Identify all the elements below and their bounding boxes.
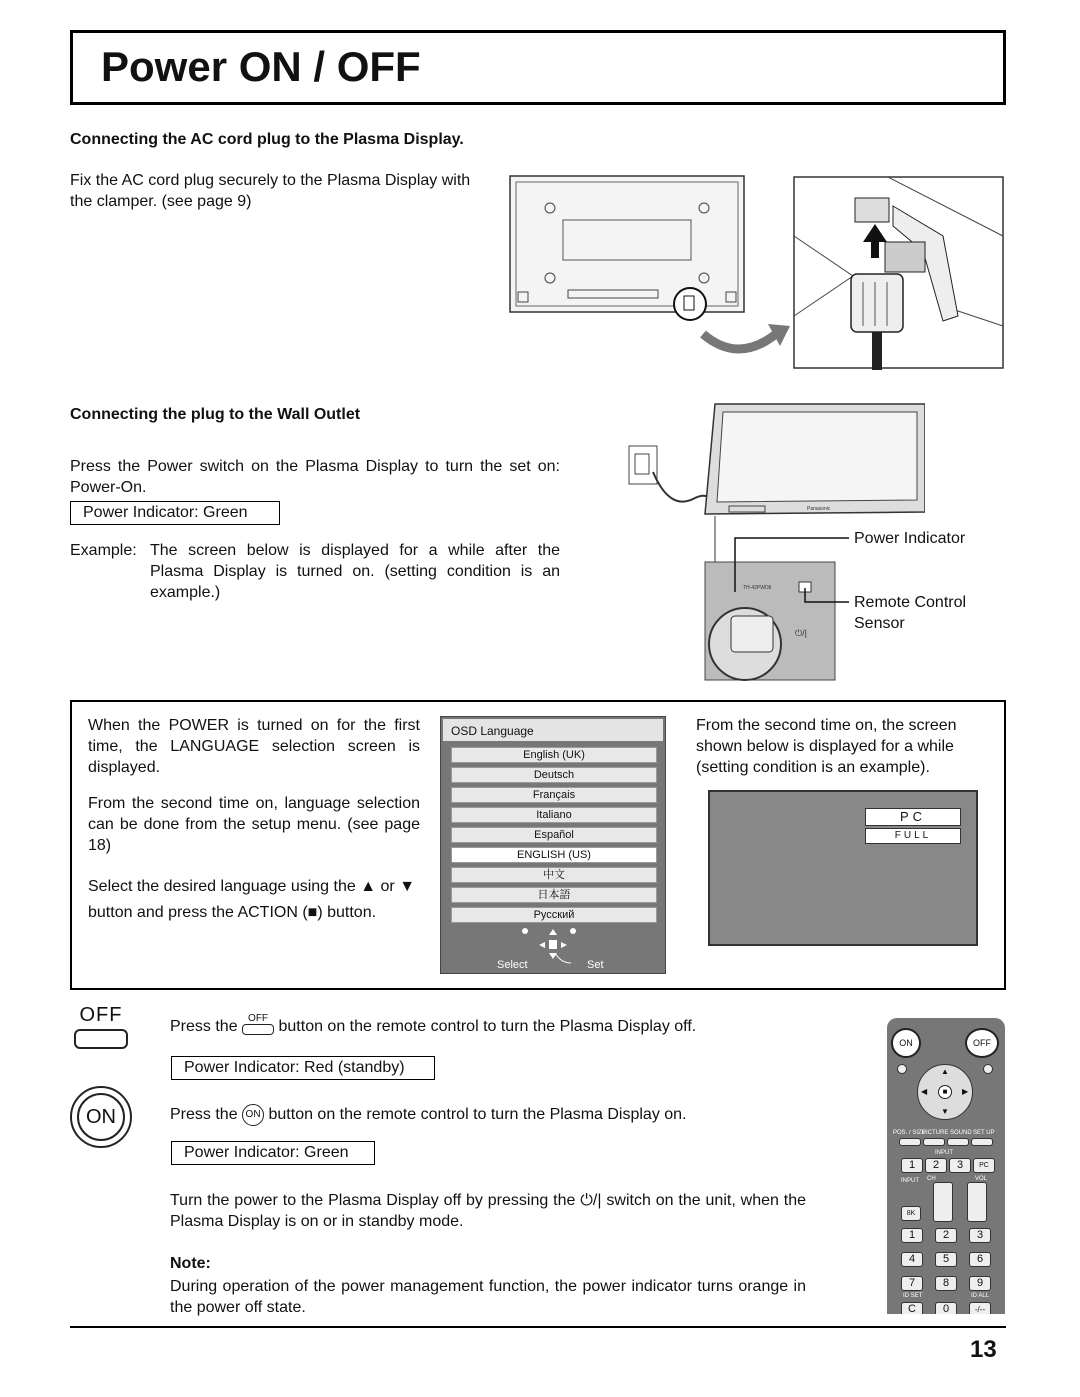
remote-key-dash: -/--: [969, 1302, 991, 1314]
callout-remote-sensor-2: Sensor: [854, 615, 905, 632]
remote-label-sound: SOUND: [950, 1130, 972, 1136]
lang-left-p3b: or: [380, 878, 395, 895]
remote-control-illustration: ON OFF ■ ▲ ▼ ◀ ▶ POS. / SIZE PICTURE SOUND SET UP INPUT 1 2 3 PC CH VOL INPUT 8K 1 2 3 4 5 6 7 8 9 ID SET ID ALL C 0 -/--: [887, 1018, 1005, 1314]
lang-left-p3c: button and press the ACTION (: [88, 904, 308, 921]
remote-on-button: ON: [891, 1028, 921, 1058]
callout-power-indicator: Power Indicator: [854, 530, 966, 547]
osd-item-deutsch[interactable]: Deutsch: [451, 767, 657, 783]
on-text: [170, 1104, 810, 1126]
lang-left-p1: When the POWER is turned on for the first time, the LANGUAGE selection screen is displayed.: [88, 717, 420, 776]
lang-right-p1: From the second time on, the screen shown below is displayed for a while (setting condition is an example).: [696, 717, 957, 776]
title-box: [70, 30, 1006, 105]
brand-label: Panasonic: [807, 506, 831, 512]
remote-label-vol: VOL: [975, 1176, 988, 1182]
remote-label-input-small: INPUT: [901, 1178, 919, 1184]
lang-left-p3a: Select the desired language using the: [88, 878, 356, 895]
remote-key-5: 5: [935, 1252, 957, 1267]
lang-left-p3: [88, 876, 428, 897]
example-label: Example:: [70, 542, 137, 559]
page-number: 13: [970, 1336, 997, 1363]
remote-label-id-set: ID SET: [903, 1293, 923, 1299]
up-arrow-icon: ▲: [360, 878, 377, 895]
svg-text:⏻/|: ⏻/|: [795, 628, 807, 638]
osd-item-italiano[interactable]: Italiano: [451, 807, 657, 823]
example-text: The screen below is displayed for a while after the Plasma Display is turned on. (setting condition is an example.): [150, 542, 560, 601]
lang-left-p3d: ) button.: [317, 904, 377, 921]
off-text: [170, 1013, 790, 1037]
osd-item-chinese[interactable]: 中文: [451, 867, 657, 883]
osd-item-english-us[interactable]: ENGLISH (US): [451, 847, 657, 863]
on-inline-button-icon: ON: [242, 1104, 264, 1126]
startup-screen-example: [708, 790, 978, 946]
osd-item-russian[interactable]: Русский: [451, 907, 657, 923]
note-heading: Note:: [170, 1255, 211, 1272]
off-inline-label: OFF: [248, 1013, 269, 1025]
lang-left-p3-line2: [88, 902, 376, 923]
osd-language-menu: [440, 716, 666, 974]
remote-label-pos-size: POS. / SIZE: [893, 1130, 926, 1136]
remote-label-setup: SET UP: [973, 1130, 995, 1136]
off-text-a: Press the: [170, 1018, 238, 1035]
action-square-icon: ■: [307, 904, 318, 921]
note-text: During operation of the power management function, the power indicator turns orange in the power off state.: [170, 1278, 806, 1316]
input-display: PC: [865, 808, 961, 826]
remote-key-6: 6: [969, 1252, 991, 1267]
off-icon: [74, 1004, 128, 1049]
wall-text: Press the Power switch on the Plasma Display to turn the set on: Power-On.: [70, 458, 560, 496]
power-indicator-green-label-2: Power Indicator: Green: [171, 1141, 375, 1165]
lang-left-p2: From the second time on, language selection can be done from the setup menu. (see page 18): [88, 795, 420, 854]
wall-heading: Connecting the plug to the Wall Outlet: [70, 406, 361, 423]
off-text-b: button on the remote control to turn the Plasma Display off.: [278, 1018, 697, 1035]
remote-key-3: 3: [969, 1228, 991, 1243]
on-icon: [70, 1086, 132, 1148]
footer-rule: [70, 1326, 1006, 1328]
remote-input-pc: PC: [973, 1158, 995, 1173]
display-back-illustration: [508, 174, 798, 370]
remote-key-8: 8: [935, 1276, 957, 1291]
off-icon-label: OFF: [79, 1004, 123, 1026]
osd-item-espanol[interactable]: Español: [451, 827, 657, 843]
remote-key-4: 4: [901, 1252, 923, 1267]
remote-input-1: 1: [901, 1158, 923, 1173]
callout-remote-sensor-1: Remote Control: [854, 594, 967, 611]
remote-input-2: 2: [925, 1158, 947, 1173]
osd-select-label: Select: [497, 959, 528, 971]
remote-label-input: INPUT: [935, 1150, 953, 1156]
model-label: TH-42PWD8: [743, 585, 772, 591]
power-switch-icon: ⏻/|: [580, 1192, 602, 1209]
on-text-b: button on the remote control to turn the Plasma Display on.: [268, 1106, 687, 1124]
on-icon-label: ON: [77, 1093, 125, 1141]
osd-title: OSD Language: [443, 719, 663, 741]
osd-item-english-uk[interactable]: English (UK): [451, 747, 657, 763]
aspect-display: FULL: [865, 828, 961, 844]
remote-label-picture: PICTURE: [922, 1130, 949, 1136]
plug-detail-illustration: [793, 176, 1005, 370]
remote-dpad: ■ ▲ ▼ ◀ ▶: [917, 1064, 973, 1120]
ac-heading: Connecting the AC cord plug to the Plasma Display.: [70, 131, 464, 148]
power-indicator-red-label: Power Indicator: Red (standby): [171, 1056, 435, 1080]
remote-off-button: OFF: [965, 1028, 999, 1058]
ac-text: Fix the AC cord plug securely to the Plasma Display with the clamper. (see page 9): [70, 172, 471, 210]
remote-key-9: 9: [969, 1276, 991, 1291]
on-text-a: Press the: [170, 1106, 238, 1124]
remote-key-2: 2: [935, 1228, 957, 1243]
unit-switch-text-b: switch on the unit, when the Plasma Display is on or in standby mode.: [170, 1192, 807, 1230]
remote-input-3: 3: [949, 1158, 971, 1173]
remote-key-1: 1: [901, 1228, 923, 1243]
remote-key-c: C: [901, 1302, 923, 1314]
power-indicator-green-label: Power Indicator: Green: [70, 501, 280, 525]
osd-set-label: Set: [587, 959, 604, 971]
osd-item-francais[interactable]: Français: [451, 787, 657, 803]
unit-switch-text: [170, 1190, 806, 1232]
off-inline-button-icon: [242, 1014, 274, 1035]
down-arrow-icon: ▼: [399, 878, 416, 895]
remote-label-id-all: ID ALL: [971, 1293, 990, 1299]
remote-key-7: 7: [901, 1276, 923, 1291]
unit-switch-text-a: Turn the power to the Plasma Display off by pressing the: [170, 1192, 576, 1209]
remote-label-ch: CH: [927, 1176, 936, 1182]
page-title: Power ON / OFF: [101, 43, 421, 90]
osd-item-japanese[interactable]: 日本語: [451, 887, 657, 903]
remote-key-0: 0: [935, 1302, 957, 1314]
